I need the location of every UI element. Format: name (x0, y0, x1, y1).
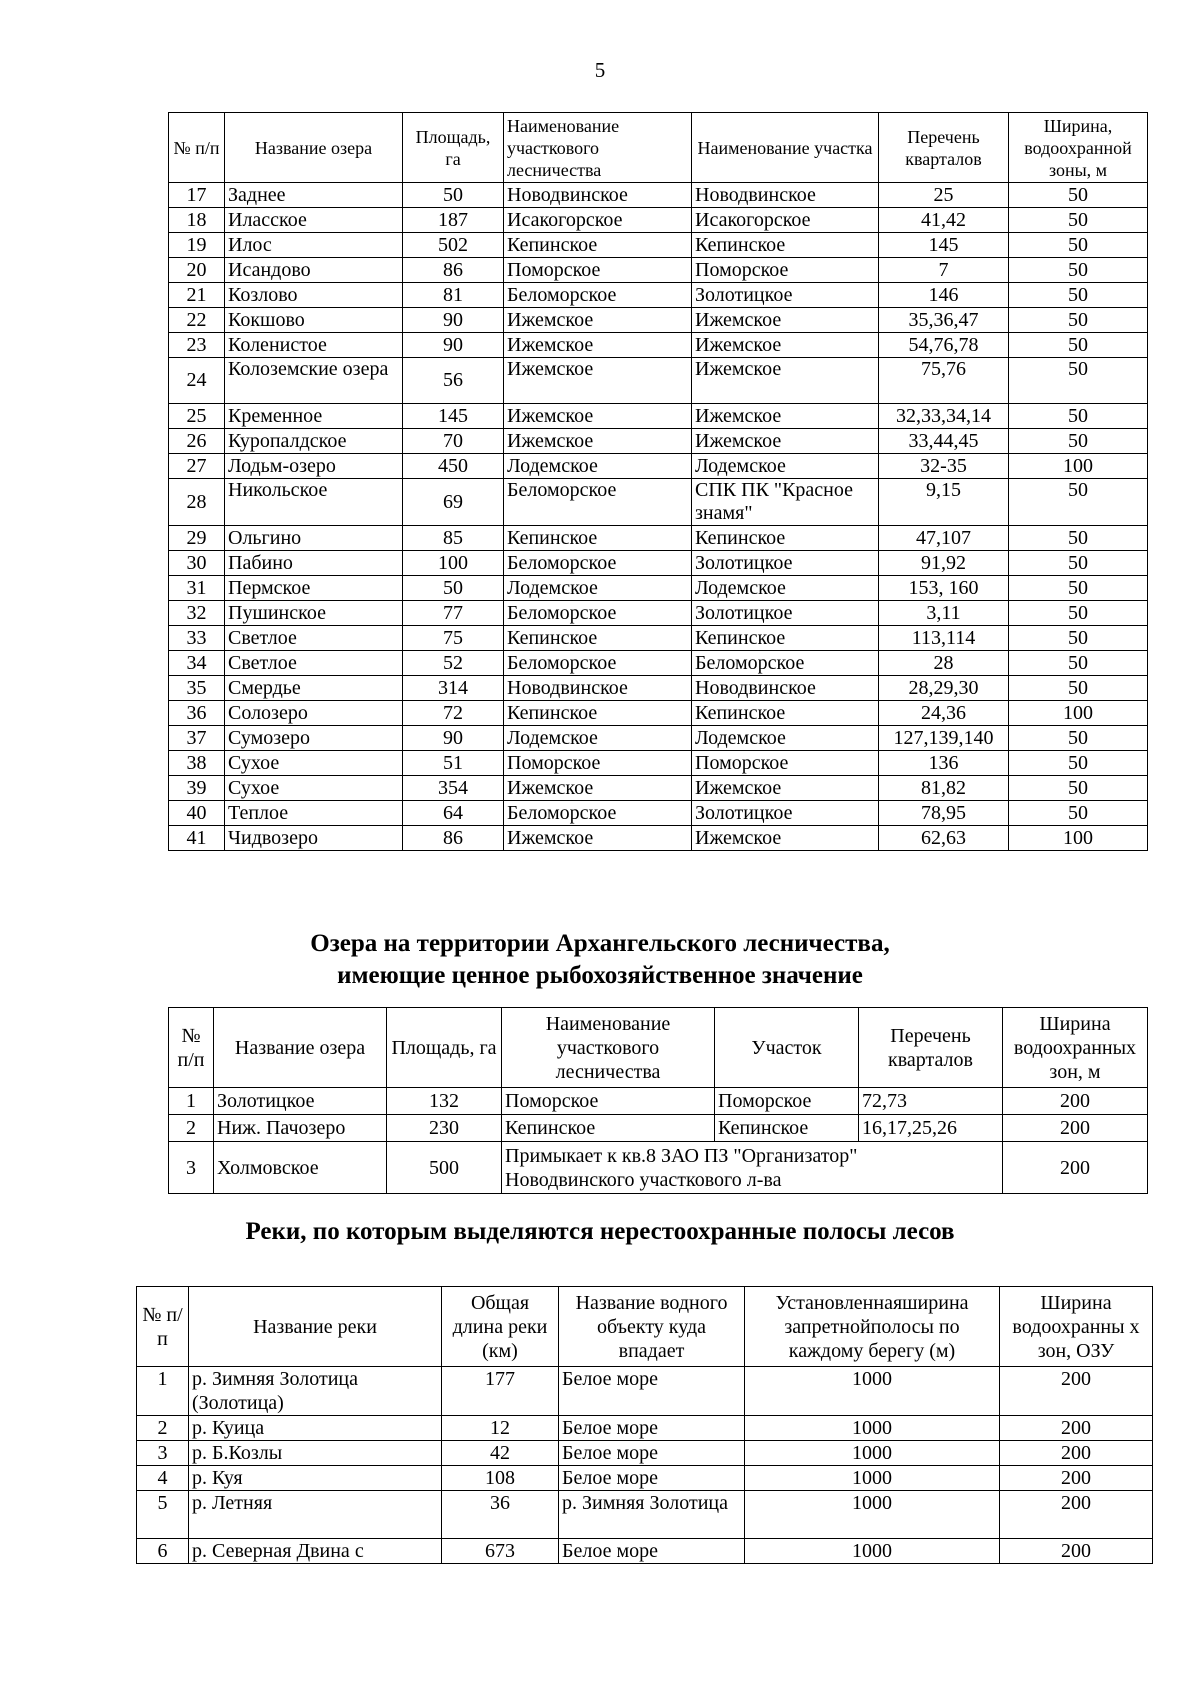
cell-quarters: 28,29,30 (879, 676, 1009, 701)
cell-zone-width: 50 (1009, 551, 1148, 576)
cell-number: 30 (169, 551, 225, 576)
cell-lake-name: Иласское (225, 208, 403, 233)
col-header-quarters: Перечень кварталов (879, 113, 1009, 183)
cell-quarters: 25 (879, 183, 1009, 208)
table-row (169, 1142, 1148, 1194)
cell-zone-width: 50 (1009, 258, 1148, 283)
cell-number: 20 (169, 258, 225, 283)
cell-area: 187 (403, 208, 504, 233)
cell-forestry: Ижемское (504, 333, 692, 358)
cell-zone-width: 200 (1000, 1416, 1153, 1441)
cell-number: 6 (137, 1539, 189, 1564)
table-header-row (169, 1008, 1148, 1088)
cell-plot: Ижемское (692, 429, 879, 454)
col-header-number: № п/п (169, 1008, 214, 1088)
cell-plot: Золотицкое (692, 801, 879, 826)
col-header-area: Площадь, га (403, 113, 504, 183)
table-header-row (137, 1287, 1153, 1367)
table-row (169, 751, 1148, 776)
cell-area: 50 (403, 576, 504, 601)
col-header-strip-width: Установленнаяширина запретнойполосы по каждому берегу (м) (745, 1287, 1000, 1367)
cell-zone-width: 50 (1009, 676, 1148, 701)
page-number: 5 (594, 58, 606, 82)
cell-area: 70 (403, 429, 504, 454)
table-row (169, 1088, 1148, 1115)
cell-zone-width: 50 (1009, 526, 1148, 551)
cell-forestry: Кепинское (504, 233, 692, 258)
cell-number: 25 (169, 404, 225, 429)
cell-zone-width: 50 (1009, 183, 1148, 208)
cell-lake-name: Солозеро (225, 701, 403, 726)
table-row (169, 208, 1148, 233)
cell-forestry: Ижемское (504, 404, 692, 429)
cell-lake-name: Пермское (225, 576, 403, 601)
cell-river-name: р. Б.Козлы (189, 1441, 442, 1466)
table-row (169, 776, 1148, 801)
cell-river-name: р. Зимняя Золотица (Золотица) (189, 1367, 442, 1416)
cell-area: 52 (403, 651, 504, 676)
cell-river-name: р. Летняя (189, 1491, 442, 1539)
cell-plot: Кепинское (692, 626, 879, 651)
cell-number: 24 (169, 358, 225, 404)
cell-length: 673 (442, 1539, 559, 1564)
table-row (169, 283, 1148, 308)
cell-plot: Исакогорское (692, 208, 879, 233)
cell-number: 29 (169, 526, 225, 551)
cell-plot: Кепинское (692, 701, 879, 726)
cell-forestry: Кепинское (504, 526, 692, 551)
cell-lake-name: Светлое (225, 651, 403, 676)
cell-area: 81 (403, 283, 504, 308)
cell-plot: Поморское (692, 751, 879, 776)
col-header-lake-name: Название озера (214, 1008, 387, 1088)
col-header-forestry: Наименование участкового лесничества (502, 1008, 715, 1088)
cell-lake-name: Колоземские озера (225, 358, 403, 404)
cell-plot: Лодемское (692, 726, 879, 751)
cell-lake-name: Сухое (225, 751, 403, 776)
cell-zone-width: 50 (1009, 601, 1148, 626)
cell-number: 4 (137, 1466, 189, 1491)
cell-number: 22 (169, 308, 225, 333)
cell-area: 145 (403, 404, 504, 429)
cell-plot: Новодвинское (692, 676, 879, 701)
cell-area: 314 (403, 676, 504, 701)
cell-number: 33 (169, 626, 225, 651)
cell-area: 86 (403, 826, 504, 851)
table-row (169, 358, 1148, 404)
table-row (169, 801, 1148, 826)
cell-quarters: 75,76 (879, 358, 1009, 404)
cell-number: 17 (169, 183, 225, 208)
cell-area: 56 (403, 358, 504, 404)
cell-area: 69 (403, 479, 504, 526)
cell-outflow: р. Зимняя Золотица (559, 1491, 745, 1539)
cell-lake-name: Золотицкое (214, 1088, 387, 1115)
cell-zone-width: 200 (1003, 1115, 1148, 1142)
cell-zone-width: 200 (1000, 1441, 1153, 1466)
cell-quarters: 113,114 (879, 626, 1009, 651)
cell-zone-width: 200 (1003, 1088, 1148, 1115)
cell-zone-width: 50 (1009, 479, 1148, 526)
cell-strip-width: 1000 (745, 1539, 1000, 1564)
cell-number: 40 (169, 801, 225, 826)
cell-quarters: 54,76,78 (879, 333, 1009, 358)
cell-lake-name: Пушинское (225, 601, 403, 626)
cell-number: 18 (169, 208, 225, 233)
cell-number: 1 (169, 1088, 214, 1115)
cell-river-name: р. Куица (189, 1416, 442, 1441)
cell-outflow: Белое море (559, 1416, 745, 1441)
cell-zone-width: 50 (1009, 626, 1148, 651)
cell-plot: Беломорское (692, 651, 879, 676)
cell-forestry: Ижемское (504, 308, 692, 333)
table-row (169, 233, 1148, 258)
cell-note (502, 1142, 1003, 1194)
cell-zone-width: 50 (1009, 404, 1148, 429)
cell-area: 230 (387, 1115, 502, 1142)
cell-quarters: 47,107 (879, 526, 1009, 551)
cell-forestry: Исакогорское (504, 208, 692, 233)
cell-strip-width: 1000 (745, 1466, 1000, 1491)
cell-lake-name: Никольское (225, 479, 403, 526)
cell-lake-name: Коленистое (225, 333, 403, 358)
cell-quarters: 72,73 (859, 1088, 1003, 1115)
cell-quarters: 91,92 (879, 551, 1009, 576)
table-row (169, 576, 1148, 601)
cell-zone-width: 50 (1009, 801, 1148, 826)
col-header-number: № п/п (137, 1287, 189, 1367)
cell-lake-name: Теплое (225, 801, 403, 826)
lakes-fish-title-line1: Озера на территории Архангельского лесничества, (310, 930, 890, 957)
cell-lake-name: Сухое (225, 776, 403, 801)
table-row (137, 1491, 1153, 1539)
cell-strip-width: 1000 (745, 1441, 1000, 1466)
cell-zone-width: 50 (1009, 776, 1148, 801)
cell-lake-name: Заднее (225, 183, 403, 208)
cell-area: 75 (403, 626, 504, 651)
note-line-2: Новодвинского участкового л-ва (505, 1168, 782, 1191)
cell-quarters: 62,63 (879, 826, 1009, 851)
cell-lake-name: Чидвозеро (225, 826, 403, 851)
cell-number: 26 (169, 429, 225, 454)
col-header-lake-name: Название озера (225, 113, 403, 183)
note-line-1: Примыкает к кв.8 ЗАО ПЗ "Организатор" (505, 1144, 858, 1167)
table-row (169, 601, 1148, 626)
cell-area: 77 (403, 601, 504, 626)
col-header-area: Площадь, га (387, 1008, 502, 1088)
cell-quarters: 3,11 (879, 601, 1009, 626)
cell-length: 36 (442, 1491, 559, 1539)
cell-zone-width: 50 (1009, 726, 1148, 751)
cell-number: 34 (169, 651, 225, 676)
cell-quarters: 32,33,34,14 (879, 404, 1009, 429)
cell-number: 23 (169, 333, 225, 358)
cell-forestry: Поморское (502, 1088, 715, 1115)
cell-lake-name: Лодьм-озеро (225, 454, 403, 479)
cell-area: 132 (387, 1088, 502, 1115)
cell-zone-width: 200 (1000, 1466, 1153, 1491)
cell-plot: Золотицкое (692, 551, 879, 576)
table-row (169, 526, 1148, 551)
cell-forestry: Лодемское (504, 726, 692, 751)
table-row (169, 626, 1148, 651)
col-header-plot: Участок (715, 1008, 859, 1088)
cell-area: 100 (403, 551, 504, 576)
cell-plot: Золотицкое (692, 601, 879, 626)
table-row (169, 676, 1148, 701)
cell-forestry: Поморское (504, 751, 692, 776)
cell-lake-name: Пабино (225, 551, 403, 576)
cell-area: 51 (403, 751, 504, 776)
cell-quarters: 9,15 (879, 479, 1009, 526)
cell-plot: Ижемское (692, 333, 879, 358)
cell-forestry: Поморское (504, 258, 692, 283)
col-header-plot: Наименование участка (692, 113, 879, 183)
cell-zone-width: 200 (1000, 1491, 1153, 1539)
col-header-zone-width: Ширина, водоохранной зоны, м (1009, 113, 1148, 183)
cell-number: 19 (169, 233, 225, 258)
cell-plot: Ижемское (692, 776, 879, 801)
col-header-quarters: Перечень кварталов (859, 1008, 1003, 1088)
table-row (137, 1466, 1153, 1491)
table-row (169, 651, 1148, 676)
col-header-outflow: Название водного объекту куда впадает (559, 1287, 745, 1367)
cell-quarters: 33,44,45 (879, 429, 1009, 454)
cell-length: 42 (442, 1441, 559, 1466)
cell-plot: Поморское (692, 258, 879, 283)
cell-lake-name: Ниж. Пачозеро (214, 1115, 387, 1142)
cell-zone-width: 100 (1009, 701, 1148, 726)
cell-zone-width: 200 (1000, 1367, 1153, 1416)
cell-area: 450 (403, 454, 504, 479)
cell-number: 21 (169, 283, 225, 308)
cell-zone-width: 50 (1009, 233, 1148, 258)
cell-forestry: Лодемское (504, 454, 692, 479)
cell-lake-name: Илос (225, 233, 403, 258)
col-header-zone-width: Ширина водоохранны х зон, ОЗУ (1000, 1287, 1153, 1367)
cell-length: 108 (442, 1466, 559, 1491)
cell-lake-name: Смердье (225, 676, 403, 701)
table-row (169, 429, 1148, 454)
cell-number: 2 (169, 1115, 214, 1142)
cell-number: 1 (137, 1367, 189, 1416)
table-row (169, 333, 1148, 358)
cell-forestry: Беломорское (504, 651, 692, 676)
table-row (169, 404, 1148, 429)
cell-number: 28 (169, 479, 225, 526)
cell-area: 354 (403, 776, 504, 801)
cell-forestry: Ижемское (504, 429, 692, 454)
cell-plot: СПК ПК "Красное знамя" (692, 479, 879, 526)
cell-forestry: Беломорское (504, 551, 692, 576)
cell-area: 502 (403, 233, 504, 258)
cell-number: 3 (169, 1142, 214, 1194)
table-row (169, 308, 1148, 333)
cell-plot: Кепинское (715, 1115, 859, 1142)
table-row (169, 551, 1148, 576)
cell-plot: Ижемское (692, 308, 879, 333)
fishery-lakes-table (168, 1007, 1148, 1194)
cell-outflow: Белое море (559, 1539, 745, 1564)
cell-plot: Поморское (715, 1088, 859, 1115)
cell-strip-width: 1000 (745, 1491, 1000, 1539)
table-row (169, 258, 1148, 283)
cell-forestry: Лодемское (504, 576, 692, 601)
cell-number: 36 (169, 701, 225, 726)
cell-area: 72 (403, 701, 504, 726)
cell-outflow: Белое море (559, 1367, 745, 1416)
table-row (169, 701, 1148, 726)
cell-lake-name: Холмовское (214, 1142, 387, 1194)
cell-lake-name: Исандово (225, 258, 403, 283)
cell-lake-name: Сумозеро (225, 726, 403, 751)
cell-quarters: 136 (879, 751, 1009, 776)
cell-outflow: Белое море (559, 1441, 745, 1466)
cell-zone-width: 200 (1000, 1539, 1153, 1564)
cell-length: 177 (442, 1367, 559, 1416)
lakes-fish-title-line2: имеющие ценное рыбохозяйственное значение (337, 962, 863, 989)
cell-river-name: р. Северная Двина с (189, 1539, 442, 1564)
cell-forestry: Ижемское (504, 776, 692, 801)
cell-forestry: Новодвинское (504, 676, 692, 701)
cell-area: 90 (403, 333, 504, 358)
cell-quarters: 16,17,25,26 (859, 1115, 1003, 1142)
cell-zone-width: 200 (1003, 1142, 1148, 1194)
cell-forestry: Кепинское (504, 701, 692, 726)
col-header-forestry: Наименование участкового лесничества (504, 113, 692, 183)
cell-plot: Ижемское (692, 404, 879, 429)
cell-quarters: 145 (879, 233, 1009, 258)
cell-quarters: 127,139,140 (879, 726, 1009, 751)
cell-zone-width: 50 (1009, 751, 1148, 776)
cell-number: 32 (169, 601, 225, 626)
table-row (169, 479, 1148, 526)
cell-area: 85 (403, 526, 504, 551)
cell-zone-width: 50 (1009, 358, 1148, 404)
table-row (169, 726, 1148, 751)
cell-quarters: 32-35 (879, 454, 1009, 479)
cell-strip-width: 1000 (745, 1416, 1000, 1441)
cell-area: 500 (387, 1142, 502, 1194)
cell-quarters: 41,42 (879, 208, 1009, 233)
cell-strip-width: 1000 (745, 1367, 1000, 1416)
cell-forestry: Новодвинское (504, 183, 692, 208)
cell-zone-width: 50 (1009, 208, 1148, 233)
cell-area: 50 (403, 183, 504, 208)
cell-outflow: Белое море (559, 1466, 745, 1491)
cell-area: 90 (403, 726, 504, 751)
rivers-table (136, 1286, 1153, 1564)
cell-forestry: Кепинское (504, 626, 692, 651)
table-row (169, 454, 1148, 479)
cell-quarters: 153, 160 (879, 576, 1009, 601)
cell-quarters: 7 (879, 258, 1009, 283)
cell-number: 31 (169, 576, 225, 601)
cell-plot: Новодвинское (692, 183, 879, 208)
cell-number: 37 (169, 726, 225, 751)
cell-zone-width: 50 (1009, 333, 1148, 358)
cell-length: 12 (442, 1416, 559, 1441)
table-header-row (169, 113, 1148, 183)
cell-plot: Кепинское (692, 526, 879, 551)
cell-forestry: Беломорское (504, 801, 692, 826)
cell-zone-width: 50 (1009, 651, 1148, 676)
cell-forestry: Беломорское (504, 283, 692, 308)
cell-plot: Кепинское (692, 233, 879, 258)
cell-lake-name: Кокшово (225, 308, 403, 333)
cell-quarters: 81,82 (879, 776, 1009, 801)
cell-number: 27 (169, 454, 225, 479)
cell-forestry: Ижемское (504, 358, 692, 404)
cell-quarters: 78,95 (879, 801, 1009, 826)
cell-forestry: Ижемское (504, 826, 692, 851)
cell-zone-width: 50 (1009, 283, 1148, 308)
table-row (137, 1539, 1153, 1564)
cell-plot: Лодемское (692, 454, 879, 479)
cell-area: 86 (403, 258, 504, 283)
cell-number: 35 (169, 676, 225, 701)
cell-plot: Золотицкое (692, 283, 879, 308)
table-row (169, 826, 1148, 851)
cell-quarters: 28 (879, 651, 1009, 676)
col-header-zone-width: Ширина водоохранных зон, м (1003, 1008, 1148, 1088)
cell-lake-name: Ольгино (225, 526, 403, 551)
cell-number: 39 (169, 776, 225, 801)
cell-zone-width: 50 (1009, 429, 1148, 454)
cell-number: 38 (169, 751, 225, 776)
cell-quarters: 146 (879, 283, 1009, 308)
cell-forestry: Кепинское (502, 1115, 715, 1142)
col-header-length: Общая длина реки (км) (442, 1287, 559, 1367)
cell-river-name: р. Куя (189, 1466, 442, 1491)
cell-lake-name: Светлое (225, 626, 403, 651)
cell-quarters: 35,36,47 (879, 308, 1009, 333)
lakes-table (168, 112, 1148, 851)
cell-number: 2 (137, 1416, 189, 1441)
cell-quarters: 24,36 (879, 701, 1009, 726)
cell-plot: Ижемское (692, 358, 879, 404)
table-row (169, 183, 1148, 208)
cell-plot: Лодемское (692, 576, 879, 601)
cell-zone-width: 50 (1009, 576, 1148, 601)
cell-forestry: Беломорское (504, 601, 692, 626)
table-row (137, 1441, 1153, 1466)
cell-forestry: Беломорское (504, 479, 692, 526)
rivers-title: Реки, по которым выделяются нерестоохранные полосы лесов (245, 1218, 955, 1245)
cell-plot: Ижемское (692, 826, 879, 851)
cell-area: 64 (403, 801, 504, 826)
col-header-number: № п/п (169, 113, 225, 183)
cell-area: 90 (403, 308, 504, 333)
cell-zone-width: 50 (1009, 308, 1148, 333)
cell-lake-name: Куропалдское (225, 429, 403, 454)
cell-number: 5 (137, 1491, 189, 1539)
cell-zone-width: 100 (1009, 826, 1148, 851)
cell-lake-name: Козлово (225, 283, 403, 308)
col-header-river-name: Название реки (189, 1287, 442, 1367)
table-row (137, 1367, 1153, 1416)
cell-lake-name: Кременное (225, 404, 403, 429)
cell-number: 41 (169, 826, 225, 851)
cell-number: 3 (137, 1441, 189, 1466)
table-row (169, 1115, 1148, 1142)
cell-zone-width: 100 (1009, 454, 1148, 479)
table-row (137, 1416, 1153, 1441)
